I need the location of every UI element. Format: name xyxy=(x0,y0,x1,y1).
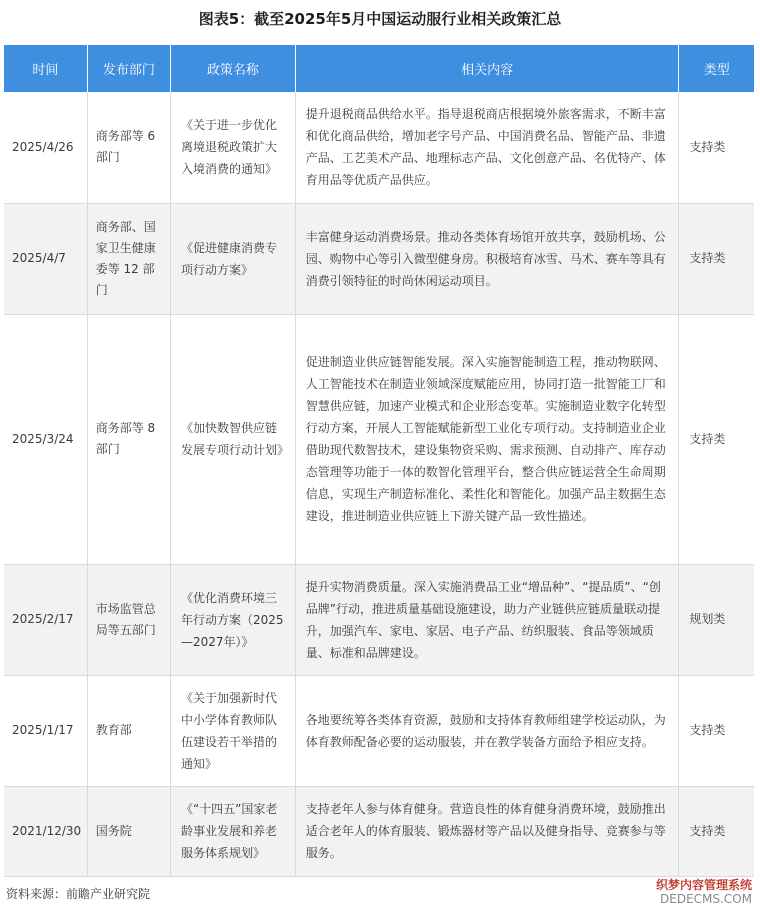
table-row xyxy=(4,203,754,314)
cell-time: 2025/2/17 xyxy=(4,564,87,675)
cell-policy: 《关于进一步优化离境退税政策扩大入境消费的通知》 xyxy=(170,92,295,203)
cell-content: 促进制造业供应链智能发展。深入实施智能制造工程，推动物联网、人工智能技术在制造业领域深度赋能应用，协同打造一批智能工厂和智慧供应链，加速产业模式和企业形态变革。实施制造业数字化转型行动方案，开展人工智能赋能新型工业化专项行动。支持制造业企业借助现代数智技术，建设集物资采购、需求预测、自动排产、库存动态管理等功能于一体的数智化管理平台，整合供应链运营全生命周期信息，实现生产制造标准化、柔性化和智能化。加强产品主数据生态建设，推进制造业供应链上下游关键产品一致性描述。 xyxy=(295,314,679,564)
watermark-line2: DEDECMS.COM xyxy=(660,892,752,906)
cell-time: 2025/4/26 xyxy=(4,92,87,203)
table-row xyxy=(4,314,754,564)
table-row xyxy=(4,786,754,876)
cell-time: 2025/3/24 xyxy=(4,314,87,564)
cell-time: 2025/1/17 xyxy=(4,675,87,786)
header-policy: 政策名称 xyxy=(170,45,295,92)
cell-content: 支持老年人参与体育健身。营造良性的体育健身消费环境，鼓励推出适合老年人的体育服装、锻炼器材等产品以及健身指导、竞赛参与等服务。 xyxy=(295,786,679,876)
cell-dept: 国务院 xyxy=(87,786,170,876)
table-row xyxy=(4,675,754,786)
cell-type: 支持类 xyxy=(679,675,754,786)
cell-content: 提升实物消费质量。深入实施消费品工业“增品种”、“提品质”、“创品牌”行动，推进质量基础设施建设，助力产业链供应链质量联动提升，加强汽车、家电、家居、电子产品、纺织服装、食品等领域质量、标准和品牌建设。 xyxy=(295,564,679,675)
cell-type: 规划类 xyxy=(679,564,754,675)
cell-policy: 《关于加强新时代中小学体育教师队伍建设若干举措的通知》 xyxy=(170,675,295,786)
header-content: 相关内容 xyxy=(295,45,679,92)
cell-time: 2021/12/30 xyxy=(4,786,87,876)
cell-policy: 《“十四五”国家老龄事业发展和养老服务体系规划》 xyxy=(170,786,295,876)
cell-type: 支持类 xyxy=(679,203,754,314)
cell-dept: 教育部 xyxy=(87,675,170,786)
header-dept: 发布部门 xyxy=(87,45,170,92)
cell-content: 各地要统筹各类体育资源，鼓励和支持体育教师组建学校运动队，为体育教师配备必要的运动服装，并在教学装备方面给予相应支持。 xyxy=(295,675,679,786)
cell-dept: 商务部等 8 部门 xyxy=(87,314,170,564)
cell-time: 2025/4/7 xyxy=(4,203,87,314)
cell-policy: 《促进健康消费专项行动方案》 xyxy=(170,203,295,314)
cell-policy: 《优化消费环境三年行动方案（2025—2027年）》 xyxy=(170,564,295,675)
header-time: 时间 xyxy=(4,45,87,92)
header-type: 类型 xyxy=(679,45,754,92)
table-header-row xyxy=(4,45,754,92)
table-row xyxy=(4,92,754,203)
page-title: 图表5：截至2025年5月中国运动服行业相关政策汇总 xyxy=(198,10,562,28)
cell-dept: 市场监管总局等五部门 xyxy=(87,564,170,675)
cell-dept: 商务部等 6 部门 xyxy=(87,92,170,203)
table-row xyxy=(4,564,754,675)
watermark xyxy=(656,878,752,906)
source-note: 资料来源：前瞻产业研究院 xyxy=(6,887,151,901)
cell-type: 支持类 xyxy=(679,786,754,876)
cell-content: 丰富健身运动消费场景。推动各类体育场馆开放共享，鼓励机场、公园、购物中心等引入微型健身房。积极培育冰雪、马术、赛车等具有消费引领特征的时尚休闲运动项目。 xyxy=(295,203,679,314)
cell-type: 支持类 xyxy=(679,92,754,203)
cell-dept: 商务部、国家卫生健康委等 12 部门 xyxy=(87,203,170,314)
policy-table xyxy=(4,45,754,877)
cell-policy: 《加快数智供应链发展专项行动计划》 xyxy=(170,314,295,564)
cell-content: 提升退税商品供给水平。指导退税商店根据境外旅客需求，不断丰富和优化商品供给，增加老字号产品、中国消费名品、智能产品、非遗产品、工艺美术产品、地理标志产品、文化创意产品、名优特产、体育用品等优质产品供应。 xyxy=(295,92,679,203)
cell-type: 支持类 xyxy=(679,314,754,564)
watermark-line1: 织梦内容管理系统 xyxy=(655,878,752,892)
